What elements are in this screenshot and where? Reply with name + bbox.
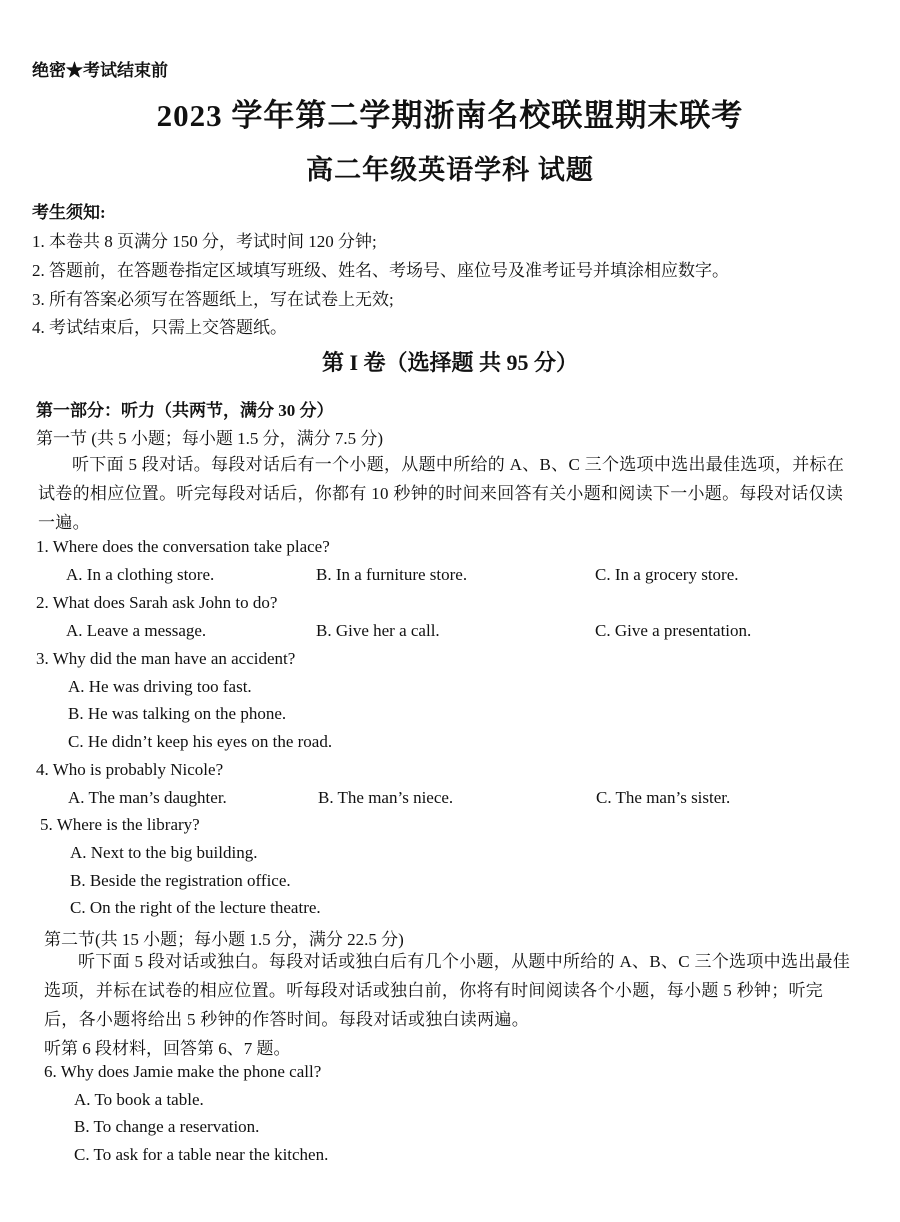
option-a: A. He was driving too fast. bbox=[68, 677, 252, 696]
option-b: B. The man’s niece. bbox=[318, 788, 454, 807]
part-heading: 第 I 卷（选择题 共 95 分） bbox=[321, 350, 579, 375]
option-a: A. Next to the big building. bbox=[70, 843, 258, 862]
option-b: B. In a furniture store. bbox=[316, 565, 468, 584]
option-a: A. Leave a message. bbox=[66, 621, 207, 640]
option-b: B. Give her a call. bbox=[316, 621, 440, 640]
instructions-2: 听下面 5 段对话或独白。每段对话或独白后有几个小题，从题中所给的 A、B、C 三个选项中选出最佳选项，并标在试卷的相应位置。听每段对话或独白前，你将有时间阅读各个小题，每小题 5 秒钟；听完后，各小题将给出 5 秒钟的作答时间。每段对话或独白读两遍。 bbox=[44, 952, 851, 1029]
question-stem: 1. Where does the conversation take place? bbox=[36, 537, 330, 556]
subsection-heading-2: 第二节(共 15 小题；每小题 1.5 分，满分 22.5 分) bbox=[44, 930, 404, 949]
option-c: C. In a grocery store. bbox=[595, 565, 739, 584]
subsection-heading-1: 第一节 (共 5 小题；每小题 1.5 分，满分 7.5 分) bbox=[36, 429, 384, 448]
question-stem: 5. Where is the library? bbox=[40, 815, 200, 834]
option-a: A. The man’s daughter. bbox=[68, 788, 227, 807]
notice-heading: 考生须知: bbox=[32, 203, 106, 222]
question-stem: 2. What does Sarah ask John to do? bbox=[36, 593, 278, 612]
option-c: C. On the right of the lecture theatre. bbox=[70, 898, 321, 917]
exam-title: 2023 学年第二学期浙南名校联盟期末联考 bbox=[156, 98, 744, 133]
option-b: B. He was talking on the phone. bbox=[68, 704, 287, 723]
option-c: C. He didn’t keep his eyes on the road. bbox=[68, 732, 333, 751]
notice-item: 3. 所有答案必须写在答题纸上，写在试卷上无效; bbox=[32, 290, 394, 309]
notice-item: 1. 本卷共 8 页满分 150 分，考试时间 120 分钟; bbox=[32, 232, 377, 251]
notice-item: 4. 考试结束后，只需上交答题纸。 bbox=[32, 318, 287, 337]
option-c: C. To ask for a table near the kitchen. bbox=[74, 1145, 329, 1164]
notice-item: 2. 答题前，在答题卷指定区域填写班级、姓名、考场号、座位号及准考证号并填涂相应数字。 bbox=[32, 261, 729, 280]
exam-subtitle: 高二年级英语学科 试题 bbox=[306, 155, 594, 185]
option-a: A. In a clothing store. bbox=[66, 565, 215, 584]
question-stem: 4. Who is probably Nicole? bbox=[36, 760, 224, 779]
option-b: B. To change a reservation. bbox=[74, 1117, 260, 1136]
question-stem: 6. Why does Jamie make the phone call? bbox=[44, 1062, 322, 1081]
option-c: C. Give a presentation. bbox=[595, 621, 752, 640]
material-note: 听第 6 段材料，回答第 6、7 题。 bbox=[44, 1039, 291, 1058]
option-b: B. Beside the registration office. bbox=[70, 871, 291, 890]
question-stem: 3. Why did the man have an accident? bbox=[36, 649, 296, 668]
option-a: A. To book a table. bbox=[74, 1090, 204, 1109]
option-c: C. The man’s sister. bbox=[596, 788, 731, 807]
confidential-label: 绝密★考试结束前 bbox=[32, 61, 168, 80]
instructions-1: 听下面 5 段对话。每段对话后有一个小题，从题中所给的 A、B、C 三个选项中选出最佳选项，并标在试卷的相应位置。听完每段对话后，你都有 10 秒钟的时间来回答有关小题和阅读下一小题。每段对话仅读一遍。 bbox=[38, 455, 845, 532]
section-heading: 第一部分：听力（共两节，满分 30 分） bbox=[36, 401, 334, 420]
